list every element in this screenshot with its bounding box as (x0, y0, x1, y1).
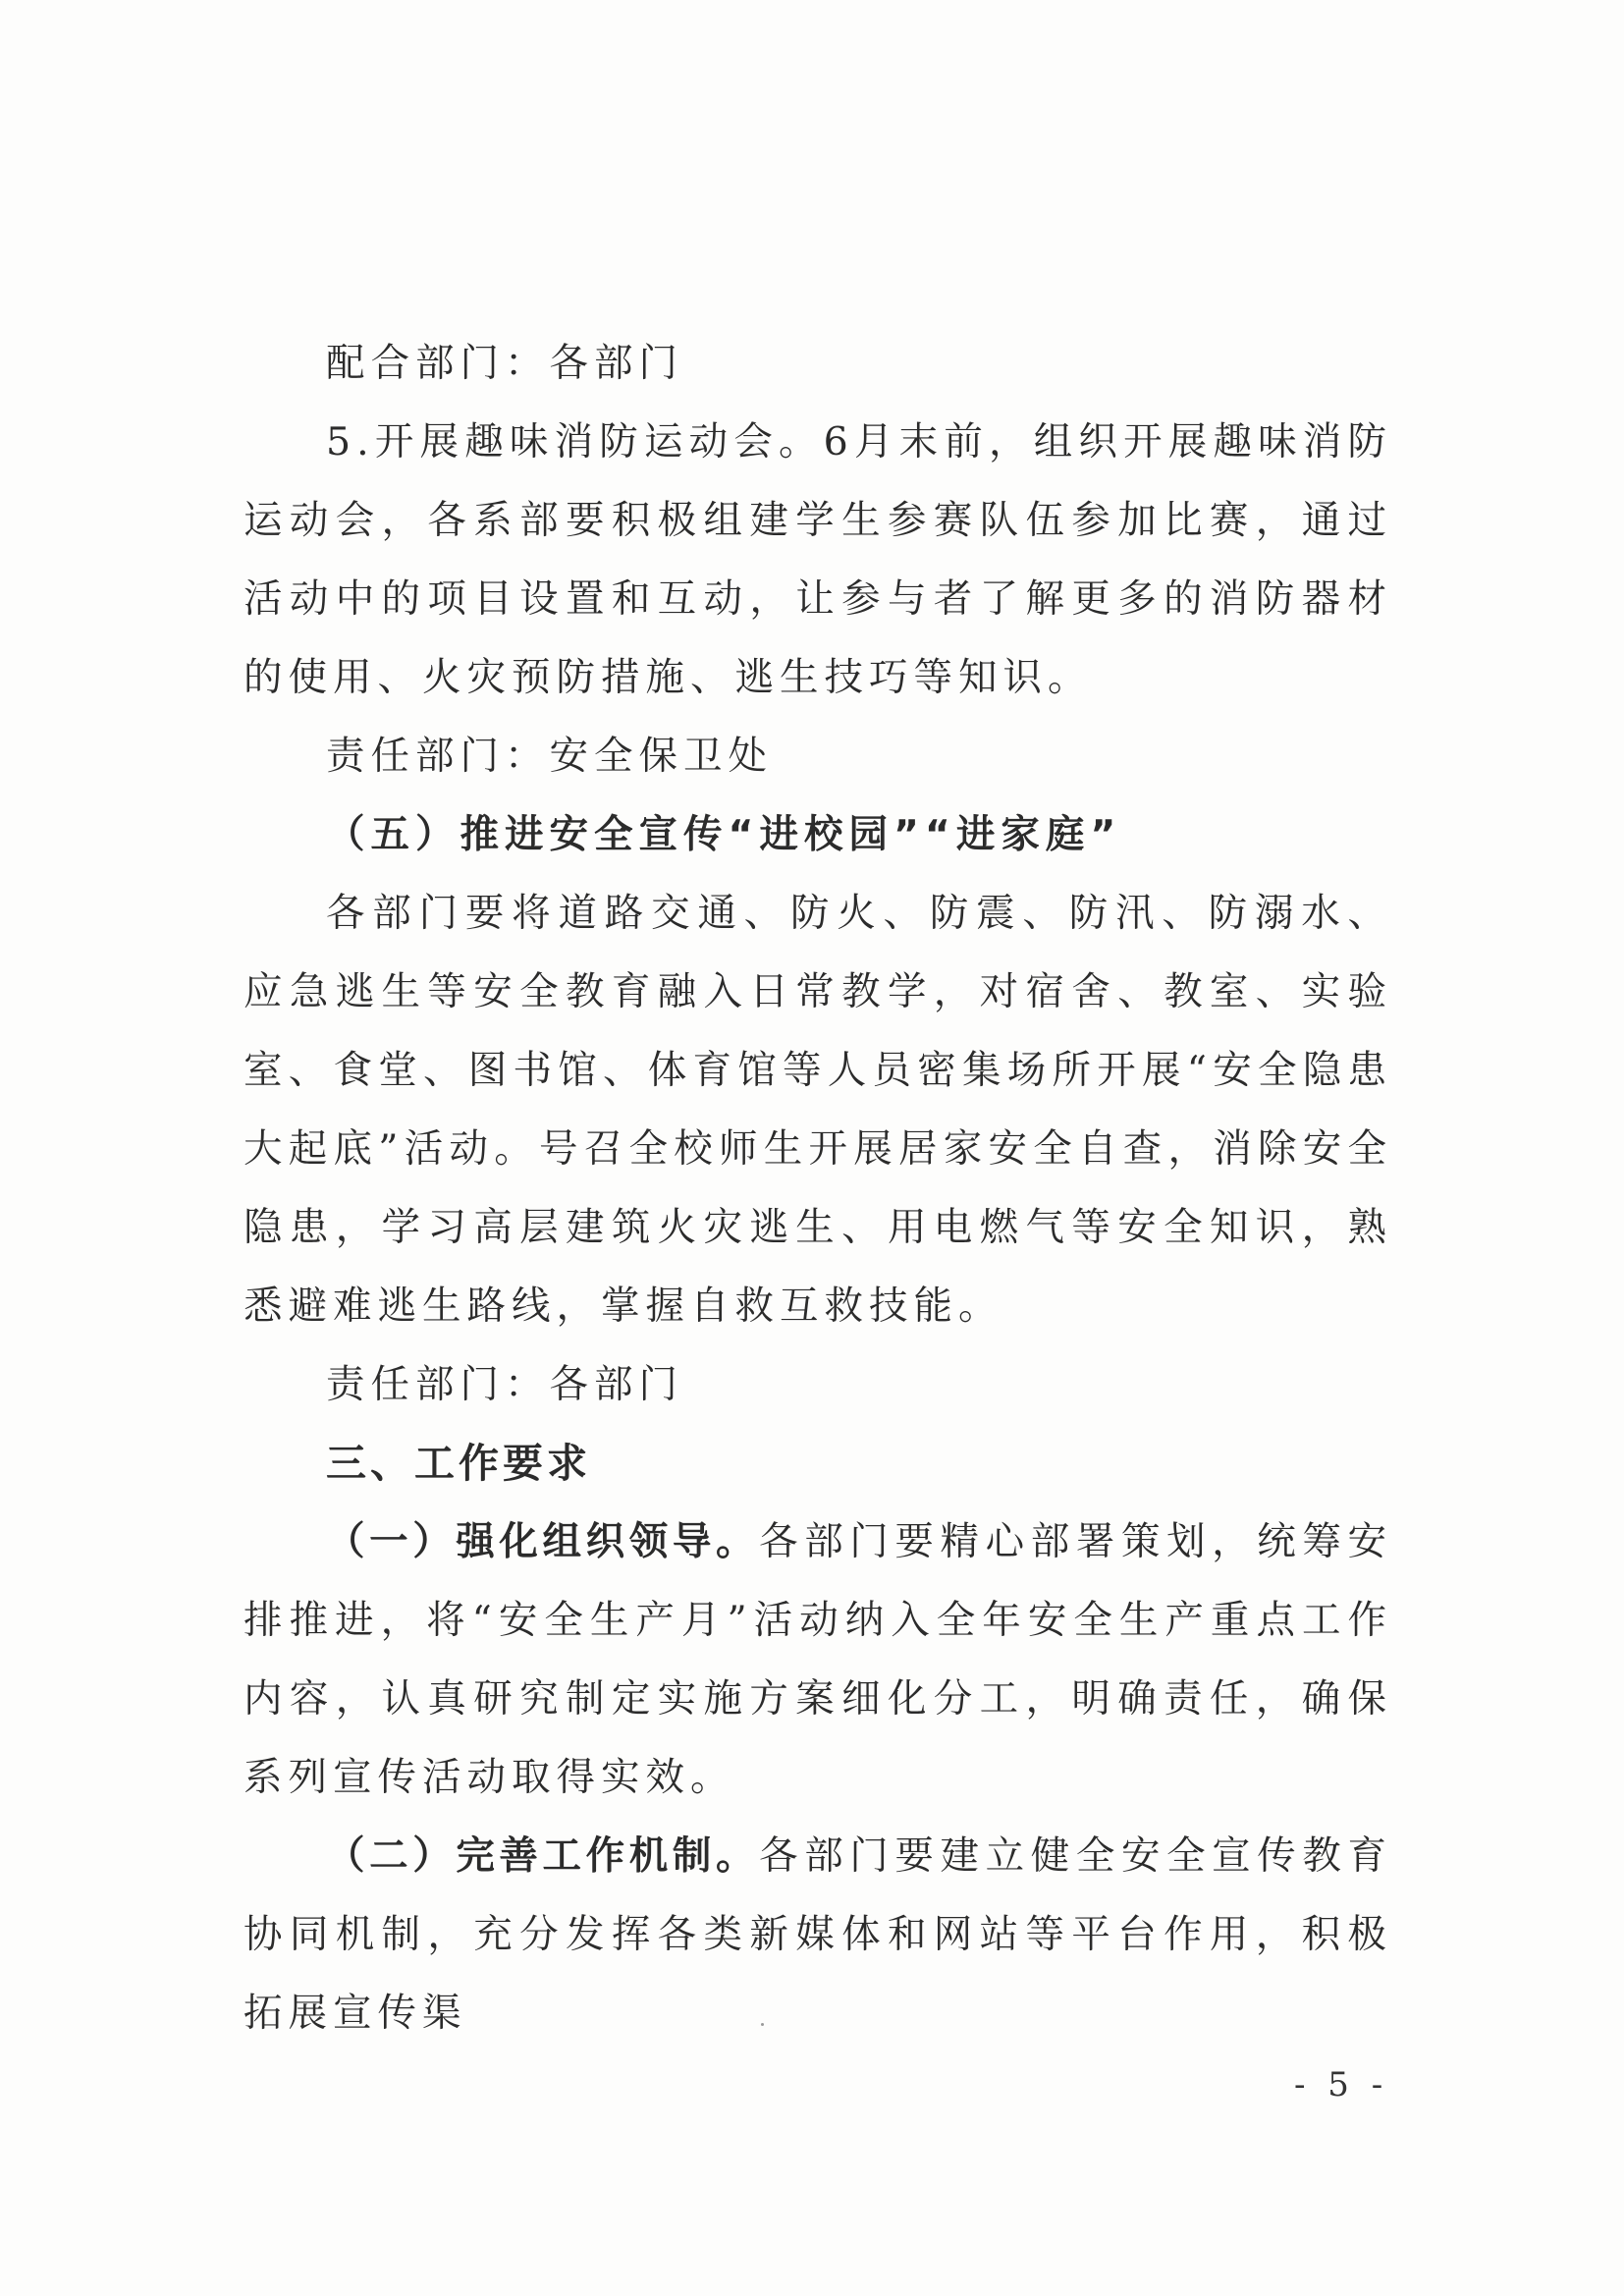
responsible-department-security: 责任部门：安全保卫处 (326, 734, 773, 779)
document-body (244, 324, 1392, 2052)
page-number: - 5 - (1294, 2065, 1389, 2105)
section-5-heading: （五）推进安全宣传“进校园”“进家庭” (326, 812, 1122, 857)
requirement-2-lead: （二）完善工作机制。 (326, 1833, 760, 1879)
scan-speck (761, 2023, 764, 2026)
requirement-1-paragraph (244, 1503, 1392, 1817)
item-5-paragraph: 5.开展趣味消防运动会。6月末前，组织开展趣味消防运动会，各系部要积极组建学生参赛队伍参加比赛，通过活动中的项目设置和互动，让参与者了解更多的消防器材的使用、火灾预防措施、逃生技巧等知识。 (244, 419, 1392, 700)
safety-campaign-paragraph: 各部门要将道路交通、防火、防震、防汛、防溺水、应急逃生等安全教育融入日常教学，对宿舍、教室、实验室、食堂、图书馆、体育馆等人员密集场所开展“安全隐患大起底”活动。号召全校师生开展居家安全自查，消除安全隐患，学习高层建筑火灾逃生、用电燃气等安全知识，熟悉避难逃生路线，掌握自救互救技能。 (244, 891, 1392, 1329)
requirement-1-body: 各部门要精心部署策划，统筹安排推进，将“安全生产月”活动纳入全年安全生产重点工作内容，认真研究制定实施方案细化分工，明确责任，确保系列宣传活动取得实效。 (244, 1519, 1393, 1800)
responsible-department-all: 责任部门：各部门 (326, 1362, 683, 1407)
requirement-1-lead: （一）强化组织领导。 (326, 1519, 760, 1564)
cooperating-department: 配合部门：各部门 (326, 341, 683, 386)
work-requirements-heading: 三、工作要求 (326, 1440, 591, 1487)
requirement-2-paragraph (244, 1817, 1392, 2052)
requirement-2-body: 各部门要建立健全安全宣传教育协同机制，充分发挥各类新媒体和网站等平台作用，积极拓展宣传渠 (244, 1833, 1393, 2036)
